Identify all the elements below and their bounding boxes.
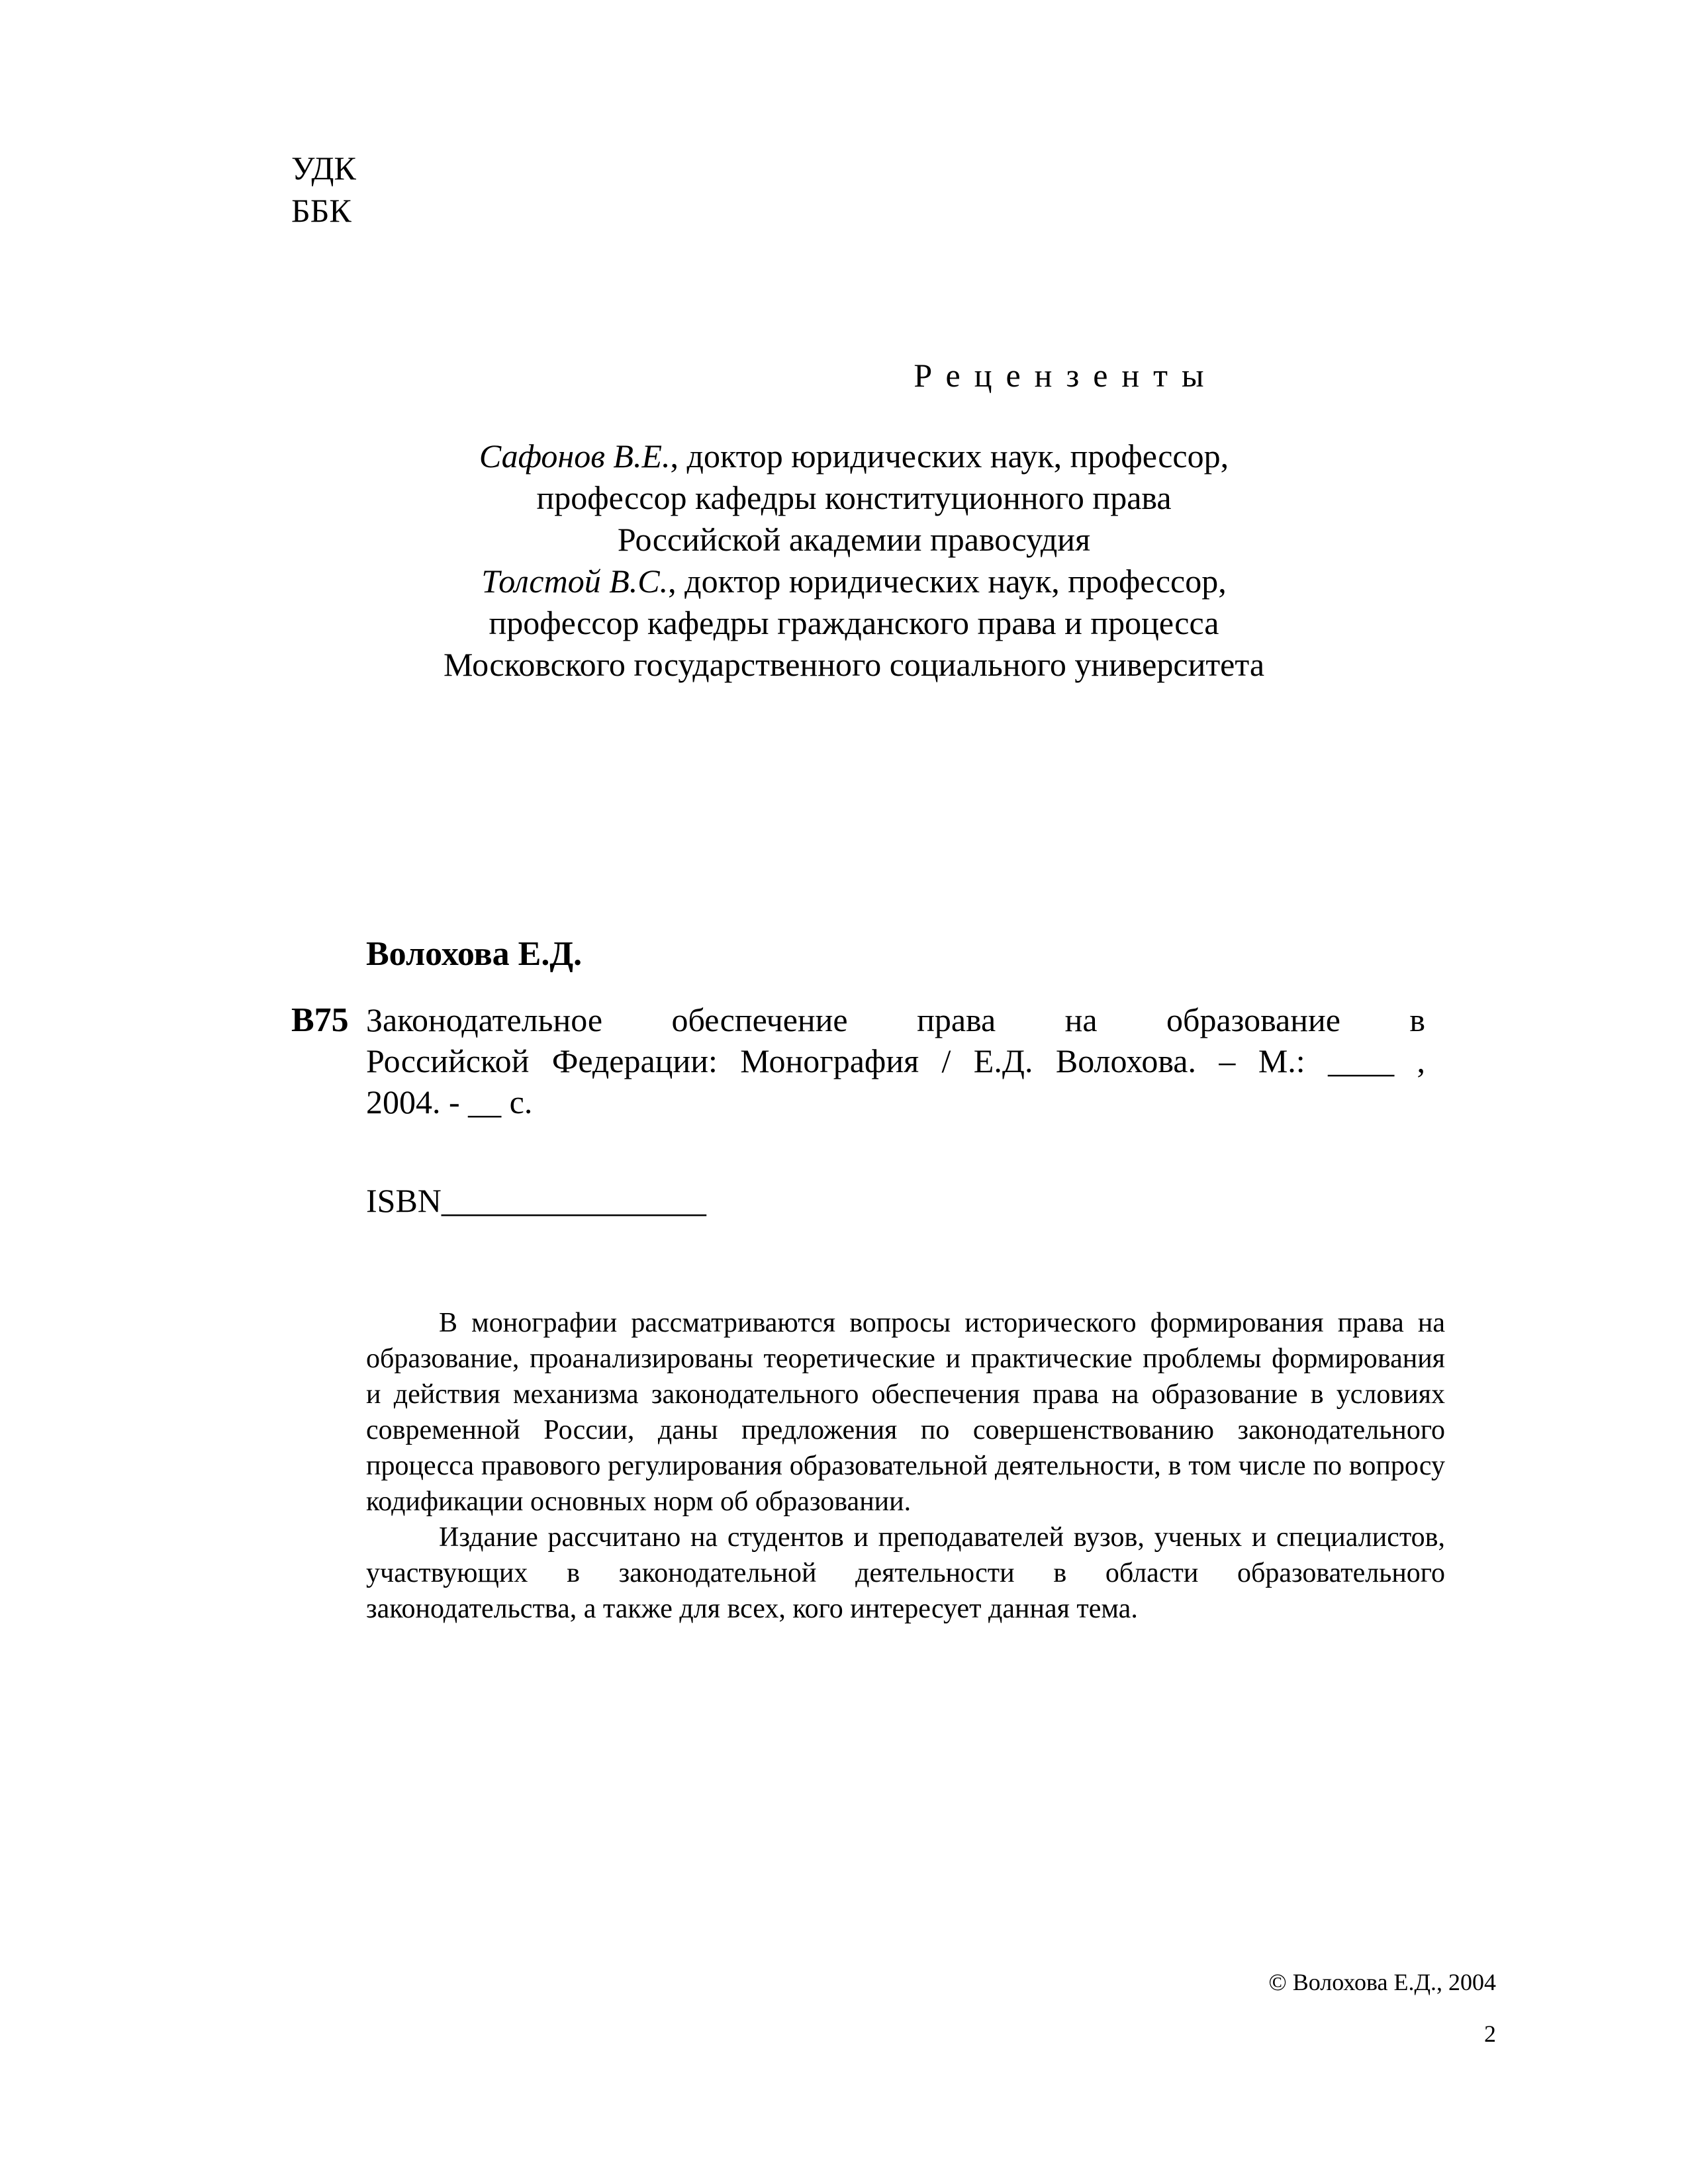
bbk-label: ББК bbox=[291, 192, 352, 229]
reviewer-1-line-2: профессор кафедры конституционного права bbox=[536, 479, 1172, 516]
isbn-line: ISBN________________ bbox=[366, 1182, 706, 1219]
reviewer-1-line-3: Российской академии правосудия bbox=[617, 521, 1091, 558]
reviewer-2-line-3: Московского государственного социального университета bbox=[443, 646, 1265, 683]
bbk-author-code: В75 bbox=[291, 1001, 349, 1039]
reviewer-2-title: , доктор юридических наук, профессор, bbox=[668, 563, 1227, 600]
reviewer-2-name: Толстой В.С. bbox=[481, 563, 669, 600]
reviewer-2-line-2: профессор кафедры гражданского права и процесса bbox=[489, 604, 1219, 641]
author-name: Волохова Е.Д. bbox=[366, 935, 583, 973]
annotation-paragraph-1: В монографии рассматриваются вопросы исторического формирования права на образование, проанализированы теоретические и практические проблемы формирования и действия механизма законодательного обеспечения права на образование в условиях современной России, даны предложения по совершенствованию законодательного процесса правового регулирования образовательной деятельности, в том числе по вопросу кодификации основных норм об образовании. bbox=[366, 1308, 1445, 1517]
bib-line-1: Законодательное обеспечение права на образование в bbox=[366, 1001, 1425, 1038]
bib-line-2: Российской Федерации: Монография / Е.Д. Волохова. – М.: ____ , bbox=[366, 1042, 1425, 1079]
reviewers-block bbox=[384, 435, 1324, 686]
classification-block bbox=[291, 147, 356, 232]
reviewer-1-title: , доктор юридических наук, профессор, bbox=[670, 437, 1229, 475]
reviewer-1-line-1 bbox=[384, 435, 1324, 477]
page-number: 2 bbox=[1484, 2021, 1496, 2047]
bibliographic-description bbox=[366, 999, 1425, 1122]
reviewer-2-line-1 bbox=[384, 561, 1324, 602]
annotation-paragraph-2: Издание рассчитано на студентов и преподавателей вузов, ученых и специалистов, участвующих в законодательной деятельности в области образовательного законодательства, а также для всех, кого интересует данная тема. bbox=[366, 1522, 1445, 1624]
reviewer-1-name: Сафонов В.Е. bbox=[479, 437, 671, 475]
copyright-notice: © Волохова Е.Д., 2004 bbox=[1268, 1969, 1496, 1995]
reviewers-heading: Рецензенты bbox=[914, 357, 1218, 394]
annotation bbox=[366, 1305, 1445, 1627]
udk-label: УДК bbox=[291, 150, 356, 187]
bib-line-3: 2004. - __ с. bbox=[366, 1083, 533, 1120]
